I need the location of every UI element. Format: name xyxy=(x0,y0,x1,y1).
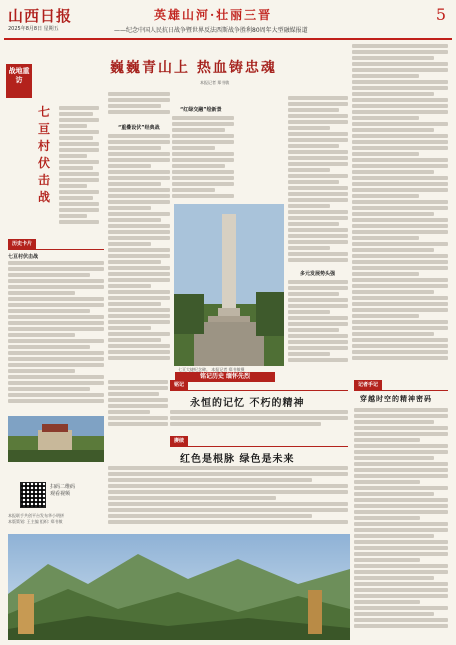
masthead-rule xyxy=(4,38,452,40)
article-col-3b xyxy=(288,280,348,366)
article-lead xyxy=(108,92,170,120)
series-label: 战地重访 xyxy=(6,64,32,98)
page-number: 5 xyxy=(435,5,446,24)
title-reporter-notes: 穿越时空的精神密码 xyxy=(360,394,432,403)
tag-reporter-rule xyxy=(354,390,448,391)
qr-caption xyxy=(50,484,75,498)
sidebar-intro-text xyxy=(59,106,99,236)
sidebar-photo xyxy=(8,416,104,462)
series-title xyxy=(32,104,56,238)
section-heading-3: 多元发展势头强 xyxy=(300,271,336,277)
history-heading: 七亘村伏击战 xyxy=(8,254,39,260)
title-continue: 红色是根脉 绿色是未来 xyxy=(180,454,295,465)
tag-remember-rule xyxy=(170,390,348,391)
section-heading-2: “红绿交融”绘新景 xyxy=(180,107,222,113)
qr-caption-line-2: 观看视频 xyxy=(50,491,71,497)
tag-remember: 铭记 xyxy=(170,380,188,390)
title-remember: 永恒的记忆 不朽的精神 xyxy=(190,398,305,409)
monument-caption: 七亘大捷纪念碑。 本报记者 郑书敏摄 xyxy=(178,367,245,372)
text-left-lower xyxy=(108,380,168,434)
credits-line-1: 本报联手共创平台发布华小明拼 xyxy=(8,513,64,518)
tag-continue-rule xyxy=(170,446,348,447)
history-rule xyxy=(8,249,104,250)
qr-caption-line-1: 扫码二维码 xyxy=(50,484,76,490)
monument-photo xyxy=(174,204,284,366)
tag-continue: 赓续 xyxy=(170,436,188,446)
paper-name: 山西日报 xyxy=(8,7,73,25)
series-title-text: 七亘村伏击战 xyxy=(37,105,50,204)
history-text xyxy=(8,261,104,411)
article-col-1 xyxy=(108,134,170,366)
commemoration-banner: 铭记历史 缅怀先烈 xyxy=(175,372,275,382)
text-reporter-notes xyxy=(354,408,448,636)
article-col-2 xyxy=(172,116,234,200)
issue-date: 2025年8月8日 星期五 xyxy=(8,26,59,32)
article-col-3 xyxy=(288,96,348,266)
section-heading-1: “重叠设伏”经典战 xyxy=(118,125,160,131)
edition-subtitle: ——纪念中国人民抗日战争暨世界反法西斯战争胜利80周年大型融媒报道 xyxy=(114,27,308,34)
credits xyxy=(8,513,108,525)
byline: 本报记者 郑书敏 xyxy=(200,80,230,85)
tag-reporter-notes: 记者手记 xyxy=(354,380,382,390)
credits-line-2: 本版策划: 王主编 组织: 郑书敏 xyxy=(8,519,63,524)
text-continue xyxy=(108,466,348,530)
qr-code[interactable] xyxy=(20,482,46,508)
mountain-photo xyxy=(8,534,350,640)
article-col-4 xyxy=(352,44,448,366)
page-headline: 巍巍青山上 热血铸忠魂 xyxy=(110,60,277,76)
text-remember xyxy=(170,410,348,432)
edition-title: 英雄山河·壮丽三晋 xyxy=(154,8,273,22)
masthead xyxy=(4,3,452,39)
history-tag: 历史卡片 xyxy=(8,239,36,249)
